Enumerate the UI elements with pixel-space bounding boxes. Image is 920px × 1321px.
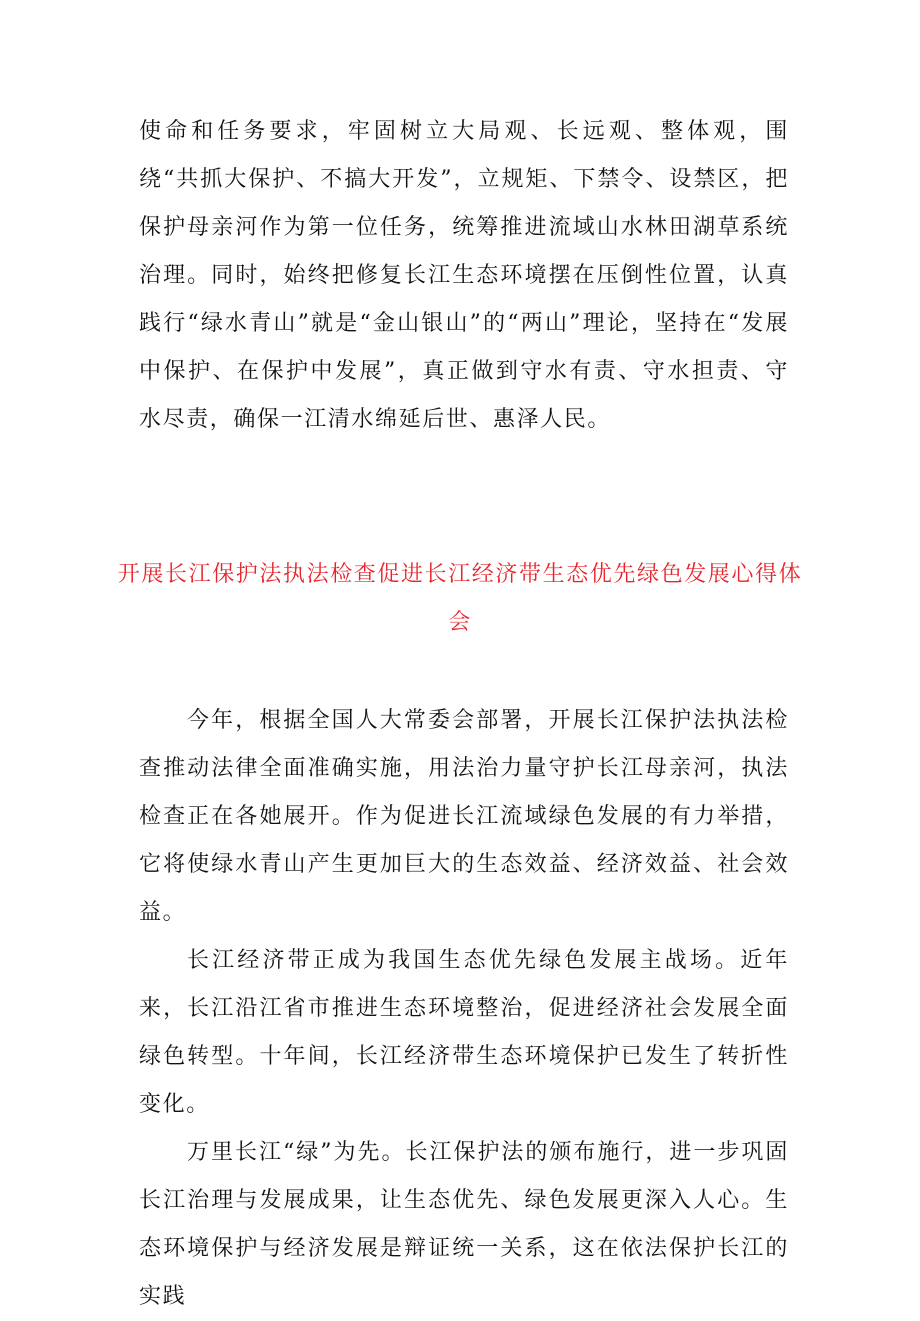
body-text-block (139, 697, 789, 1321)
section-heading: 开展长江保护法执法检查促进长江经济带生态优先绿色发展心得体会 (117, 562, 803, 635)
continuation-paragraph-block (139, 108, 789, 444)
body-paragraph: 万里长江“绿”为先。长江保护法的颁布施行，进一步巩固长江治理与发展成果，让生态优先、绿色发展更深入人心。生态环境保护与经济发展是辩证统一关系，这在依法保护长江的实践 (139, 1140, 789, 1309)
body-paragraph: 长江经济带正成为我国生态优先绿色发展主战场。近年来，长江沿江省市推进生态环境整治，促进经济社会发展全面绿色转型。十年间，长江经济带生态环境保护已发生了转折性变化。 (139, 948, 789, 1117)
continuation-paragraph: 使命和任务要求，牢固树立大局观、长远观、整体观，围绕“共抓大保护、不搞大开发”，立规矩、下禁令、设禁区，把保护母亲河作为第一位任务，统筹推进流域山水林田湖草系统治理。同时，始终把修复长江生态环境摆在压倒性位置，认真践行“绿水青山”就是“金山银山”的“两山”理论，坚持在“发展中保护、在保护中发展”，真正做到守水有责、守水担责、守水尽责，确保一江清水绵延后世、惠泽人民。 (139, 119, 789, 432)
body-paragraph: 今年，根据全国人大常委会部署，开展长江保护法执法检查推动法律全面准确实施，用法治力量守护长江母亲河，执法检查正在各她展开。作为促进长江流域绿色发展的有力举措，它将使绿水青山产生更加巨大的生态效益、经济效益、社会效益。 (139, 708, 789, 925)
